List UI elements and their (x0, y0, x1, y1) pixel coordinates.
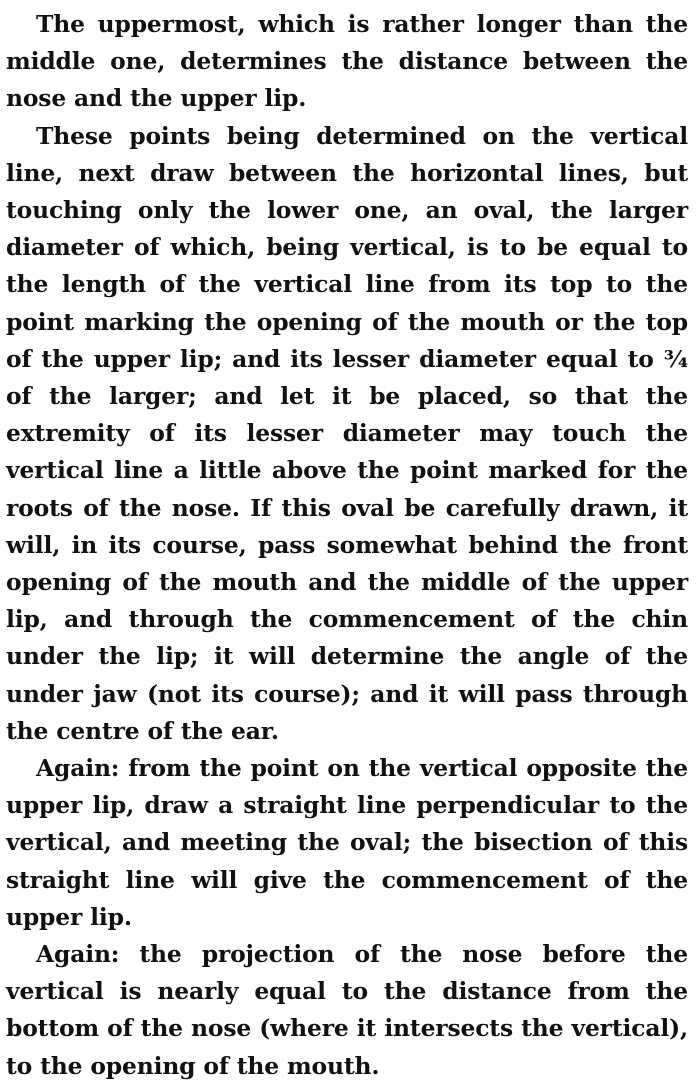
document-page (6, 6, 688, 1085)
paragraph: Again: from the point on the vertical opposite the upper lip, draw a straight line perpendicular to the vertical, and meeting the oval; the bisection of this straight line will give the commencement of the upper lip. (6, 754, 688, 931)
paragraph: Again: the projection of the nose before the vertical is nearly equal to the distance from the bottom of the nose (where it intersects the vertical), to the opening of the mouth. (6, 940, 688, 1080)
paragraph: These points being determined on the vertical line, next draw between the horizontal lines, but touching only the lower one, an oval, the larger diameter of which, being vertical, is to be equal to the length of the vertical line from its top to the point marking the opening of the mouth or the top of the upper lip; and its lesser diameter equal to ¾ of the larger; and let it be placed, so that the extremity of its lesser diameter may touch the vertical line a little above the point marked for the roots of the nose. If this oval be carefully drawn, it will, in its course, pass somewhat behind the front opening of the mouth and the middle of the upper lip, and through the commencement of the chin under the lip; it will determine the angle of the under jaw (not its course); and it will pass through the centre of the ear. (6, 121, 688, 745)
paragraph: The uppermost, which is rather longer than the middle one, determines the distance between the nose and the upper lip. (6, 10, 688, 113)
